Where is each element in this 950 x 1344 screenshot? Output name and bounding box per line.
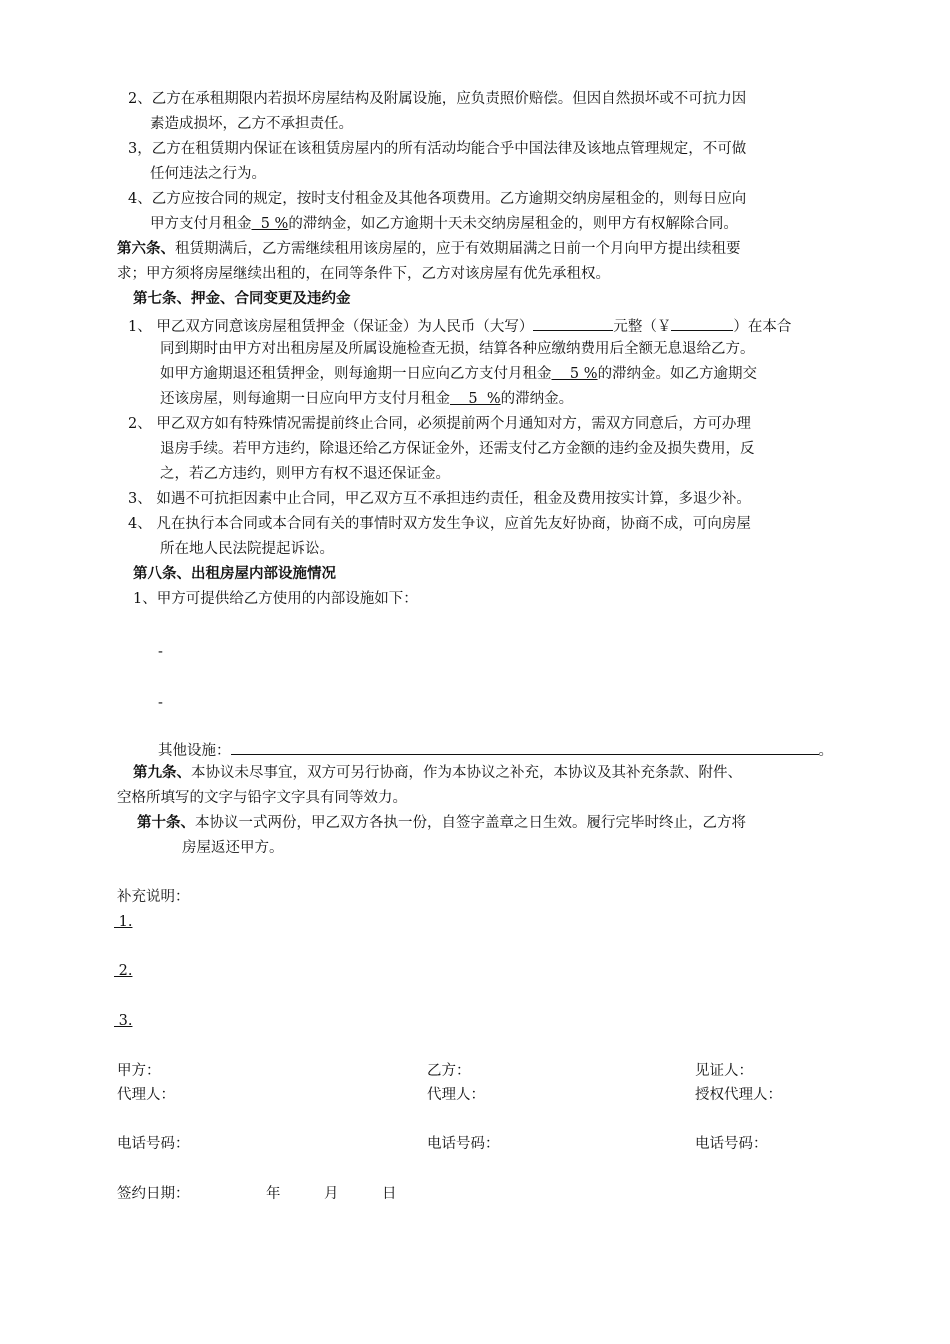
- agent-b-label: 代理人：: [427, 1087, 485, 1103]
- party-a-label: 甲方：: [117, 1063, 161, 1079]
- text: 还该房屋，则每逾期一日应向甲方支付月租金: [160, 391, 450, 407]
- clause-5-item-4-line-2: [150, 214, 738, 234]
- clause-8-title: 第八条、出租房屋内部设施情况: [133, 565, 336, 582]
- late-fee-percent: 5 %: [251, 216, 289, 232]
- clause-7-item-1-line-4: [160, 389, 573, 409]
- other-facilities-blank[interactable]: [231, 738, 819, 755]
- clause-7-item-1-line-2: 同到期时由甲方对出租房屋及所属设施检查无损，结算各种应缴纳费用后全额无息退给乙方。: [160, 341, 755, 357]
- clause-5-item-2-line-1: 2、乙方在承租期限内若损坏房屋结构及附属设施，应负责照价赔偿。但因自然损坏或不可抗力因: [128, 91, 747, 107]
- text: 本协议一式两份，甲乙双方各执一份，自签字盖章之日生效。履行完毕时终止，乙方将: [195, 815, 746, 831]
- clause-5-item-3-line-1: 3，乙方在租赁期内保证在该租赁房屋内的所有活动均能合乎中国法律及该地点管理规定，不可做: [128, 141, 747, 157]
- late-fee-percent: 5 %: [450, 391, 501, 407]
- facility-dash-1: -: [158, 644, 163, 660]
- clause-8-item-1: 1、甲方可提供给乙方使用的内部设施如下：: [133, 591, 418, 607]
- text: 元整（￥: [613, 319, 672, 335]
- supplement-item-1: 1.: [114, 914, 133, 930]
- facility-dash-2: -: [158, 695, 163, 711]
- clause-7-item-1-line-3: [160, 364, 757, 384]
- clause-5-item-2-line-2: 素造成损坏，乙方不承担责任。: [150, 116, 353, 132]
- text: 的滞纳金。如乙方逾期交: [597, 366, 758, 382]
- clause-7-item-2-line-2: 退房手续。若甲方违约，除退还给乙方保证金外，还需支付乙方金额的违约金及损失费用，反: [160, 441, 755, 457]
- supplement-title: 补充说明：: [117, 889, 190, 905]
- clause-7-item-4-line-2: 所在地人民法院提起诉讼。: [160, 541, 334, 557]
- text: 甲方支付月租金: [150, 216, 252, 232]
- clause-7-item-3-line-1: 3、 如遇不可抗拒因素中止合同，甲乙双方互不承担违约责任，租金及费用按实计算，多退少补。: [128, 491, 751, 507]
- late-fee-percent: 5 %: [551, 366, 598, 382]
- clause-7-item-4-line-1: 4、 凡在执行本合同或本合同有关的事情时双方发生争议，应首先友好协商，协商不成，可向房屋: [128, 516, 751, 532]
- signing-date-label: 签约日期：: [117, 1186, 190, 1202]
- text: 本协议未尽事宜，双方可另行协商，作为本协议之补充，本协议及其补充条款、附件、: [191, 765, 742, 781]
- phone-b-label: 电话号码：: [427, 1136, 500, 1152]
- date-year: 年: [266, 1186, 281, 1202]
- clause-7-item-2-line-3: 之，若乙方违约，则甲方有权不退还保证金。: [160, 466, 450, 482]
- clause-9-title: 第九条、: [133, 764, 191, 781]
- supplement-item-2: 2.: [114, 963, 133, 979]
- text: 租赁期满后，乙方需继续租用该房屋的，应于有效期届满之日前一个月向甲方提出续租要: [175, 241, 741, 257]
- witness-label: 见证人：: [695, 1063, 753, 1079]
- clause-7-item-1-line-1: [128, 314, 791, 337]
- clause-9-line-2: 空格所填写的文字与铅字文字具有同等效力。: [117, 790, 407, 806]
- clause-5-item-3-line-2: 任何违法之行为。: [150, 166, 266, 182]
- text: ）在本合: [733, 319, 792, 335]
- clause-6-line-1: [117, 239, 741, 259]
- clause-10-title: 第十条、: [137, 814, 195, 831]
- text: 的滞纳金。: [500, 391, 574, 407]
- clause-6-line-2: 求；甲方须将房屋继续出租的，在同等条件下，乙方对该房屋有优先承租权。: [117, 266, 610, 282]
- clause-7-title: 第七条、押金、合同变更及违约金: [133, 290, 351, 307]
- clause-7-item-2-line-1: 2、 甲乙双方如有特殊情况需提前终止合同，必须提前两个月通知对方，需双方同意后，方可办理: [128, 416, 751, 432]
- clause-5-item-4-line-1: 4、乙方应按合同的规定，按时支付租金及其他各项费用。乙方逾期交纳房屋租金的，则每日应向: [128, 191, 747, 207]
- text: 。: [818, 743, 833, 759]
- other-facilities-label: 其他设施：: [158, 743, 231, 759]
- deposit-number-blank[interactable]: [671, 314, 733, 331]
- date-day: 日: [382, 1186, 397, 1202]
- party-b-label: 乙方：: [427, 1063, 471, 1079]
- deposit-amount-blank[interactable]: [533, 314, 613, 331]
- clause-6-title: 第六条、: [117, 240, 175, 257]
- phone-c-label: 电话号码：: [695, 1136, 768, 1152]
- clause-10-line-2: 房屋返还甲方。: [182, 840, 284, 856]
- text: 如甲方逾期退还租赁押金，则每逾期一日应向乙方支付月租金: [160, 366, 552, 382]
- text: 1、 甲乙双方同意该房屋租赁押金（保证金）为人民币（大写）: [128, 319, 534, 335]
- clause-10-line-1: [137, 813, 746, 833]
- supplement-item-3: 3.: [114, 1013, 133, 1029]
- agent-a-label: 代理人：: [117, 1087, 175, 1103]
- clause-9-line-1: [133, 763, 742, 783]
- phone-a-label: 电话号码：: [117, 1136, 190, 1152]
- date-month: 月: [324, 1186, 339, 1202]
- authorized-agent-label: 授权代理人：: [695, 1087, 782, 1103]
- text: 的滞纳金，如乙方逾期十天未交纳房屋租金的，则甲方有权解除合同。: [288, 216, 738, 232]
- other-facilities-line: [158, 738, 833, 761]
